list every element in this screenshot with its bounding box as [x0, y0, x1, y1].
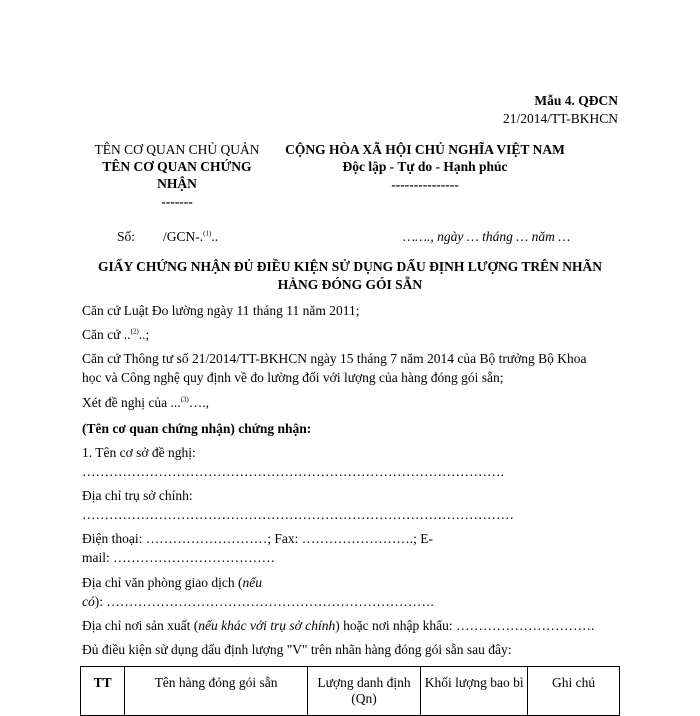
date-line: ……., ngày … tháng … năm … — [403, 229, 571, 244]
document-title: GIẤY CHỨNG NHẬN ĐỦ ĐIỀU KIỆN SỬ DỤNG DẤU ĐỊNH LƯỢNG TRÊN NHÃN — [97, 259, 603, 274]
facility-name-label: 1. Tên cơ sở đề nghị: — [82, 445, 196, 460]
circular-code: 21/2014/TT-BKHCN — [502, 111, 618, 126]
facility-name-field: …………………………………………………………………………………. — [82, 464, 504, 479]
parent-agency-name: TÊN CƠ QUAN CHỦ QUẢN — [94, 142, 260, 157]
certifying-agency-name: TÊN CƠ QUAN CHỨNG — [102, 159, 252, 174]
col-header-nominal-quantity: Lượng danh định (Qn) — [307, 667, 420, 716]
email-line: mail: ……………………………… — [82, 550, 276, 565]
document-title-cont: HÀNG ĐÓNG GÓI SẴN — [277, 277, 423, 292]
note-ref-2: (2) — [130, 327, 139, 336]
national-motto: Độc lập - Tự do - Hạnh phúc — [342, 159, 508, 174]
right-header-divider: --------------- — [391, 177, 459, 192]
col-header-no: TT — [81, 667, 125, 716]
head-office-label: Địa chỉ trụ sở chính: — [82, 488, 193, 503]
head-office-field: …………………………………………………………………………………… — [82, 507, 514, 522]
col-header-product: Tên hàng đóng gói sẵn — [125, 667, 308, 716]
note-ref-3: (3) — [180, 395, 189, 404]
national-title: CỘNG HÒA XÃ HỘI CHỦ NGHĨA VIỆT NAM — [285, 142, 565, 157]
table-header-row — [81, 667, 620, 716]
note-ref-1: (1) — [203, 229, 212, 238]
number-code: /GCN-. — [163, 229, 204, 244]
left-header-divider: ------- — [161, 194, 193, 209]
products-table — [80, 666, 620, 716]
document-number: Số: /GCN-.$^{(1)}$.. — [117, 229, 219, 244]
basis-law: Căn cứ Luật Đo lường ngày 11 tháng 11 năm 2011; — [82, 303, 360, 318]
number-label: Số: — [117, 229, 136, 244]
phone-fax-line: Điện thoại: ………………………; Fax: …………………….; E- — [82, 531, 433, 546]
request-of: Xét đề nghị của ...$^{(3)}$…., — [82, 395, 210, 410]
certifying-agency-name-cont: NHẬN — [157, 176, 197, 191]
production-address-line: Địa chỉ nơi sản xuất (nếu khác với trụ sở chính) hoặc nơi nhập khẩu: …………………………. — [82, 618, 595, 633]
eligibility-statement: Đủ điều kiện sử dụng dấu định lượng "V" trên nhãn hàng đóng gói sẵn sau đây: — [82, 642, 512, 657]
office-address-field: có): ………………………………………………………………. — [82, 594, 434, 609]
col-header-notes: Ghi chú — [528, 667, 620, 716]
basis-circular-cont: học và Công nghệ quy định về đo lường đối với lượng của hàng đóng gói sẵn; — [82, 370, 504, 385]
certifies-heading: (Tên cơ quan chứng nhận) chứng nhận: — [82, 421, 312, 436]
office-address-label: Địa chỉ văn phòng giao dịch (nếu — [82, 575, 262, 590]
basis-circular: Căn cứ Thông tư số 21/2014/TT-BKHCN ngày 15 tháng 7 năm 2014 của Bộ trưởng Bộ Khoa — [82, 351, 587, 366]
basis-other: Căn cứ ..$^{(2)}$..; — [82, 327, 150, 342]
form-code: Mẫu 4. QĐCN — [534, 93, 618, 108]
col-header-packaging-weight: Khối lượng bao bì — [421, 667, 528, 716]
